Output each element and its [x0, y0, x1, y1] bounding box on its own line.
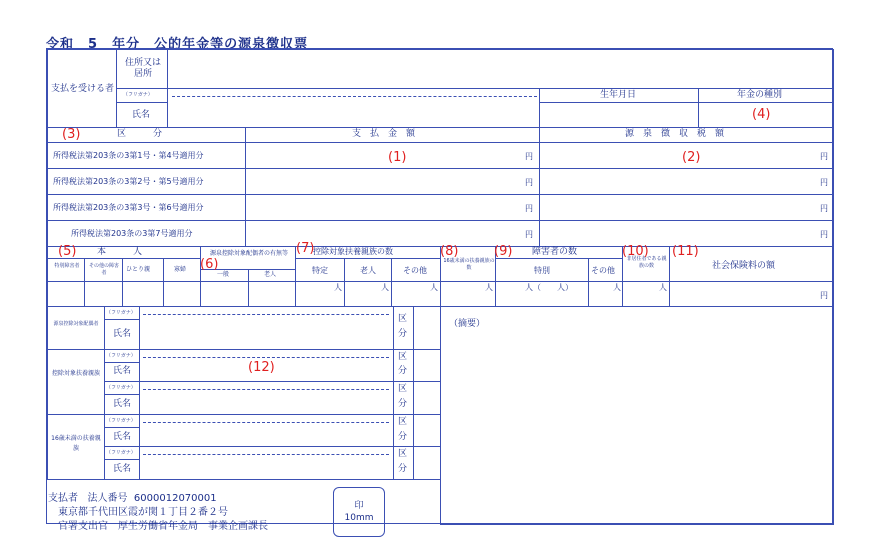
u16-category-label: 16歳未満の扶養親族	[51, 435, 101, 452]
fam1-furigana-label: （フリガナ）	[106, 310, 136, 316]
shakai-hoken-value[interactable]	[669, 281, 834, 307]
pension-type-label: 年金の種別	[737, 90, 783, 100]
tekiyo-field[interactable]	[440, 306, 834, 525]
fam2-furigana-label: （フリガナ）	[106, 353, 136, 359]
row3-payment-field[interactable]	[245, 194, 540, 221]
shakai-hoken-yen: 円	[820, 291, 828, 300]
hikyojusha-nin: 人	[659, 283, 667, 292]
shogaisha-tokubetsu-nin: 人（ 人）	[525, 283, 573, 292]
fam2-kubun-field[interactable]	[413, 349, 441, 382]
fam3-bun: 分	[398, 399, 408, 409]
annotation-4: (4)	[752, 107, 771, 122]
fam1-ku: 区	[398, 314, 408, 324]
annotation-2: (2)	[682, 150, 701, 165]
row4-payment-field[interactable]	[245, 220, 540, 247]
fam4-ku: 区	[398, 417, 408, 427]
hitorioya-value[interactable]	[122, 281, 164, 307]
fuyo-category	[47, 349, 105, 415]
kafu-value[interactable]	[163, 281, 201, 307]
fam1-name-field[interactable]	[139, 306, 394, 350]
fam3-kubun-field[interactable]	[413, 381, 441, 415]
annotation-8: (8)	[440, 244, 459, 259]
fam5-ku: 区	[398, 449, 408, 459]
address-label: 住所又は居所	[124, 58, 161, 79]
shakai-hoken-label: 社会保険料の額	[712, 261, 776, 271]
tokutei-label: 特定	[312, 266, 328, 275]
annotation-6: (6)	[200, 257, 219, 272]
fam2-name-label: 氏名	[113, 366, 132, 376]
withholding-form	[46, 48, 833, 524]
fam4-name-label: 氏名	[113, 432, 132, 442]
hikyojusha-label: 非居住者である親族の数	[626, 256, 667, 269]
tokubetsu-value[interactable]	[47, 281, 85, 307]
fam5-bun: 分	[398, 464, 408, 474]
haigusha-label: 源泉控除対象配偶者の有無等	[209, 250, 288, 257]
fuyo-rojin-label: 老人	[360, 266, 376, 275]
tokubetsu-label: 特別障害者	[54, 263, 80, 269]
form-name: 公的年金等の源泉徴収票	[154, 37, 309, 52]
row3-yen2: 円	[820, 204, 828, 213]
row2-label: 所得税法第203条の3第2号・第5号適用分	[53, 177, 204, 186]
u16-label: 16歳未満の扶養親族の数	[443, 258, 495, 271]
fuyo-rojin-nin: 人	[381, 283, 389, 292]
fam1-kubun-field[interactable]	[413, 306, 441, 350]
year-value: 5	[88, 37, 99, 52]
payer-office: 官署支出官 厚生労働省年金局 事業企画課長	[58, 521, 268, 532]
corp-number-label: 法人番号	[87, 493, 128, 504]
annotation-1: (1)	[388, 150, 407, 165]
fam4-furigana-label: （フリガナ）	[106, 418, 136, 424]
corp-number: 6000012070001	[133, 493, 217, 504]
fam2-ku: 区	[398, 352, 408, 362]
fam3-name-field[interactable]	[139, 381, 394, 415]
tokubetsu-cell	[47, 258, 85, 282]
row3-label: 所得税法第203条の3第3号・第6号適用分	[53, 203, 204, 212]
row1-yen1: 円	[525, 152, 533, 161]
name-label: 氏名	[132, 110, 151, 120]
fam3-name-label: 氏名	[113, 399, 132, 409]
fam1-name-label: 氏名	[113, 329, 132, 339]
birth-field[interactable]	[539, 102, 699, 128]
annotation-7: (7)	[296, 241, 315, 256]
fuyo-category-label: 控除対象扶養親族	[51, 370, 100, 377]
row2-yen1: 円	[525, 178, 533, 187]
seal-label: 印	[354, 501, 364, 511]
annotation-11: (11)	[672, 244, 699, 259]
address-field[interactable]	[167, 49, 834, 89]
fam4-kubun-field[interactable]	[413, 414, 441, 447]
haigusha-category-label: 源泉控除対象配偶者	[53, 321, 99, 327]
annotation-3: (3)	[62, 127, 81, 142]
payer-line1	[48, 492, 268, 506]
shogaisha-tokubetsu-label: 特別	[534, 266, 550, 275]
row4-yen1: 円	[525, 230, 533, 239]
honnin-label: 本 人	[97, 247, 143, 257]
fam3-dash	[143, 389, 389, 390]
fam4-name-field[interactable]	[139, 414, 394, 447]
fam1-bun: 分	[398, 329, 408, 339]
payer-block	[48, 492, 268, 534]
row2-yen2: 円	[820, 178, 828, 187]
payer-address: 東京都千代田区霞が関１丁目２番２号	[58, 507, 228, 518]
fam2-dash	[143, 357, 389, 358]
fam3-furigana-label: （フリガナ）	[106, 385, 136, 391]
row4-yen2: 円	[820, 230, 828, 239]
fam3-ku: 区	[398, 384, 408, 394]
rojin-value[interactable]	[248, 281, 296, 307]
annotation-5: (5)	[58, 244, 77, 259]
row3-yen1: 円	[525, 204, 533, 213]
row4-withholding-field[interactable]	[539, 220, 834, 247]
row2-payment-field[interactable]	[245, 168, 540, 195]
kubun-label: 区 分	[117, 129, 163, 139]
sonota-shogaisha-label: その他の障害者	[88, 263, 119, 276]
rojin-label: 老人	[264, 271, 277, 278]
fam5-name-label: 氏名	[113, 464, 132, 474]
era-label: 令和	[46, 37, 75, 52]
fam1-dash	[143, 314, 389, 315]
row3-withholding-field[interactable]	[539, 194, 834, 221]
hitorioya-label: ひとり親	[126, 266, 151, 273]
shogaisha-count-label: 障害者の数	[532, 247, 578, 257]
birth-label: 生年月日	[600, 90, 637, 100]
payer-label: 支払者	[48, 493, 78, 504]
row1-label: 所得税法第203条の3第1号・第4号適用分	[53, 151, 204, 160]
u16-nin: 人	[485, 283, 493, 292]
row1-yen2: 円	[820, 152, 828, 161]
ippan-value[interactable]	[200, 281, 249, 307]
fam5-kubun-field[interactable]	[413, 446, 441, 480]
row2-withholding-field[interactable]	[539, 168, 834, 195]
furigana-label: （フリガナ）	[123, 92, 153, 98]
fam2-bun: 分	[398, 366, 408, 376]
seal-box	[333, 487, 385, 537]
fam5-furigana-label: （フリガナ）	[106, 450, 136, 456]
recipient-label: 支払を受ける者	[51, 84, 115, 94]
payment-label: 支 払 金 額	[352, 129, 416, 139]
tokutei-nin: 人	[334, 283, 342, 292]
fuyo-sonota-label: その他	[403, 266, 427, 275]
year-suffix: 年分	[112, 37, 141, 52]
sonota-shogaisha-value[interactable]	[84, 281, 123, 307]
ippan-label: 一般	[217, 271, 230, 278]
name-field[interactable]	[167, 88, 540, 128]
kafu-label: 寡婦	[174, 266, 187, 273]
row4-label: 所得税法第203条の3第7号適用分	[71, 229, 193, 238]
haigusha-category	[47, 306, 105, 350]
fam4-bun: 分	[398, 432, 408, 442]
fam4-dash	[143, 422, 389, 423]
shogaisha-sonota-nin: 人	[613, 283, 621, 292]
annotation-10: (10)	[622, 244, 649, 259]
tekiyo-label: （摘要）	[449, 319, 486, 329]
annotation-9: (9)	[494, 244, 513, 259]
fam1-kubun-cell	[393, 306, 414, 350]
shogaisha-sonota-label: その他	[591, 266, 615, 275]
annotation-12: (12)	[248, 360, 275, 375]
fam5-dash	[143, 454, 389, 455]
fuyo-label: 控除対象扶養親族の数	[313, 247, 393, 256]
fam5-name-field[interactable]	[139, 446, 394, 480]
seal-size: 10mm	[344, 513, 374, 523]
fuyo-sonota-nin: 人	[430, 283, 438, 292]
withholding-label: 源 泉 徴 収 税 額	[625, 129, 725, 139]
